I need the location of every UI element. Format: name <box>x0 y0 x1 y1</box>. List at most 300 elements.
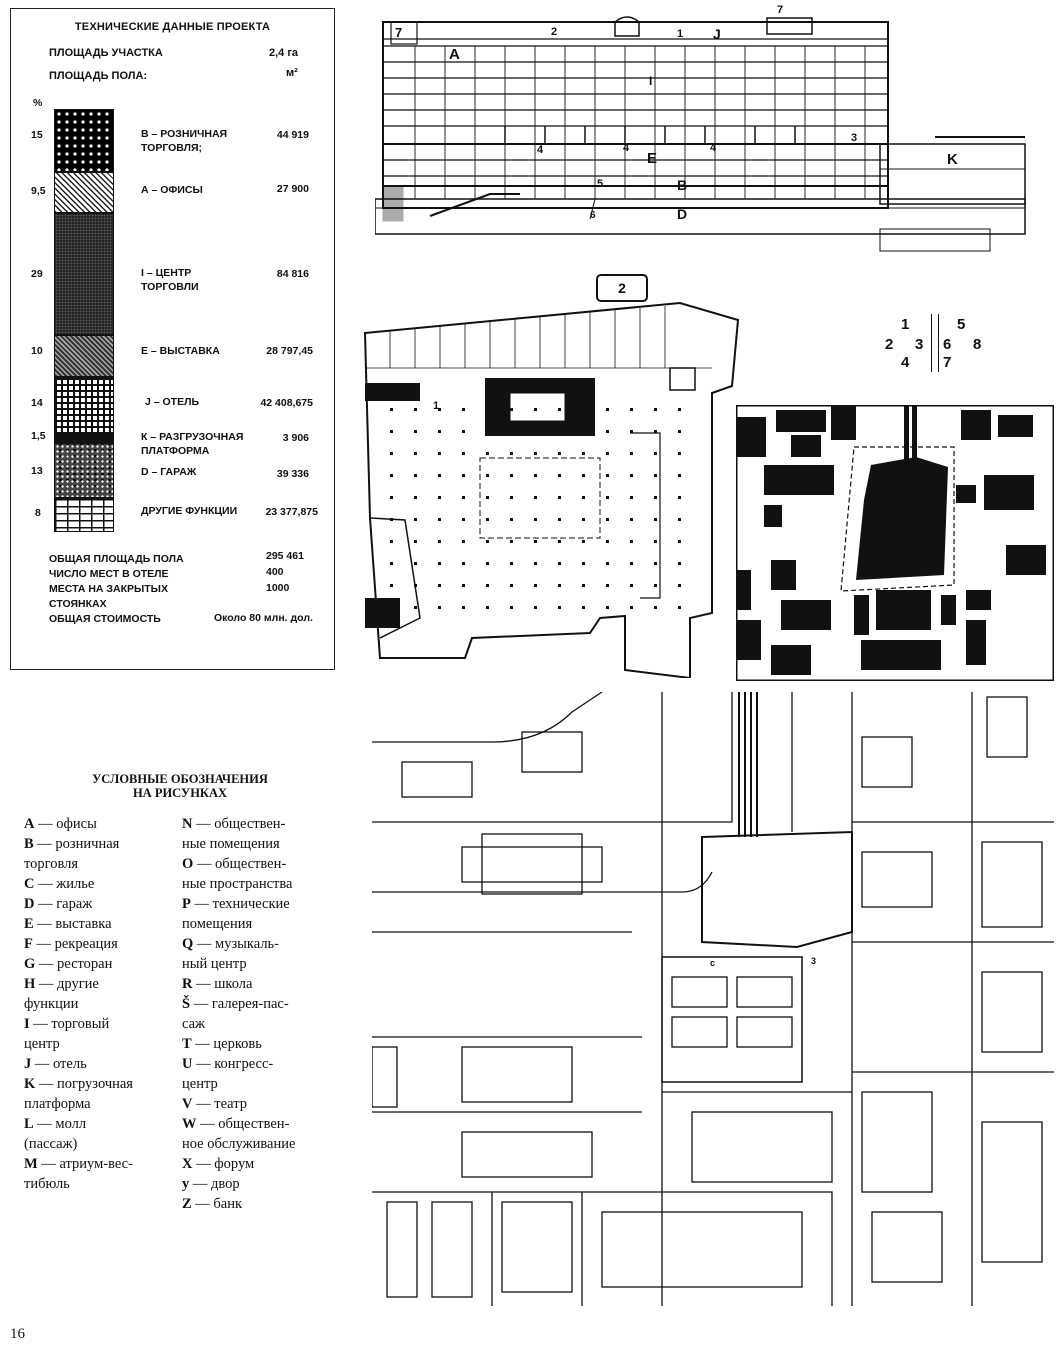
legend-text: — церковь <box>191 1036 262 1052</box>
plan-column-dot <box>606 606 609 609</box>
legend-text: — обществен- <box>193 856 287 872</box>
legend-text: — технические <box>190 896 290 912</box>
plan-column-dot <box>678 430 681 433</box>
plan-column-dot <box>414 452 417 455</box>
summary-cost-label: ОБЩАЯ СТОИМОСТЬ <box>49 613 161 625</box>
plan-column-dot <box>462 540 465 543</box>
legend-text: саж <box>182 1016 206 1032</box>
legend-entry <box>24 1174 70 1194</box>
plan-column-dot <box>630 562 633 565</box>
label-garage: D – ГАРАЖ <box>141 466 197 478</box>
pct-offices: 9,5 <box>31 185 46 197</box>
legend-text: — двор <box>189 1176 240 1192</box>
legend-text: — обществен- <box>192 816 286 832</box>
plan-column-dot <box>510 606 513 609</box>
plan-column-dot <box>438 430 441 433</box>
plan-column-dot <box>534 584 537 587</box>
value-trade-center: 84 816 <box>276 268 309 280</box>
legend-entry <box>182 1174 240 1194</box>
legend-key: F <box>24 936 33 952</box>
plan-column-dot <box>486 474 489 477</box>
plan-column-dot <box>534 562 537 565</box>
plan-column-dot <box>678 408 681 411</box>
pct-loading: 1,5 <box>31 430 46 442</box>
section-label-7-left: 7 <box>395 25 403 40</box>
legend-entry <box>24 894 92 914</box>
legend-key: B <box>24 836 34 852</box>
label-loading: К – РАЗГРУЗОЧНАЯ ПЛАТФОРМА <box>141 431 244 457</box>
section-label-a: A <box>449 46 460 63</box>
plan-column-dot <box>510 540 513 543</box>
legend-entry <box>182 994 289 1014</box>
plan-column-dot <box>390 562 393 565</box>
index-5: 5 <box>957 316 966 333</box>
legend-text: — выставка <box>33 916 112 932</box>
plan-column-dot <box>630 430 633 433</box>
summary-total-area-value: 295 461 <box>266 550 304 562</box>
plan-column-dot <box>534 474 537 477</box>
plan-column-dot <box>390 496 393 499</box>
legend-key: O <box>182 856 194 872</box>
plan-column-dot <box>390 452 393 455</box>
plan-column-dot <box>510 474 513 477</box>
plan-column-dot <box>462 606 465 609</box>
section-labels <box>375 4 1061 254</box>
plan-column-dot <box>510 430 513 433</box>
floor-plan-drawing <box>360 298 740 678</box>
plan-column-dot <box>630 408 633 411</box>
legend-text: функции <box>24 996 79 1012</box>
plan-column-dot <box>654 584 657 587</box>
bar-segment-loading <box>54 435 114 443</box>
plan-column-dot <box>606 518 609 521</box>
index-8: 8 <box>973 336 982 353</box>
plan-column-dot <box>678 606 681 609</box>
legend-entry <box>182 1094 247 1114</box>
plan-column-dot <box>486 452 489 455</box>
plan-column-dot <box>654 430 657 433</box>
plan-column-dot <box>606 452 609 455</box>
legend-entry <box>24 1134 77 1154</box>
legend-entry <box>182 854 286 874</box>
plan-column-dot <box>558 430 561 433</box>
site-area-value: 2,4 га <box>269 47 299 59</box>
value-retail: 44 919 <box>276 129 309 141</box>
section-label-3: 3 <box>851 132 858 144</box>
plan-column-dot <box>582 430 585 433</box>
plan-column-dot <box>630 496 633 499</box>
site-area-label: ПЛОЩАДЬ УЧАСТКА <box>49 47 163 59</box>
plan-column-dot <box>462 474 465 477</box>
plan-column-dot <box>630 474 633 477</box>
plan-column-dot <box>486 408 489 411</box>
legend-key: J <box>24 1056 32 1072</box>
plan-column-dot <box>606 474 609 477</box>
plan-column-dot <box>558 408 561 411</box>
plan-column-dot <box>486 518 489 521</box>
plan-column-dot <box>390 518 393 521</box>
legend-title <box>40 772 320 800</box>
plan-column-dot <box>414 606 417 609</box>
floor-area-label: ПЛОЩАДЬ ПОЛА: <box>49 70 148 82</box>
plan-column-dot <box>534 496 537 499</box>
technical-data-table <box>10 8 335 670</box>
value-garage: 39 336 <box>276 468 309 480</box>
figure-ground-map <box>736 405 1054 681</box>
legend-entry <box>182 1014 205 1034</box>
legend-entry <box>24 1154 133 1174</box>
legend-entry <box>182 874 292 894</box>
legend-text: ное обслуживание <box>182 1136 296 1152</box>
plan-column-dot <box>678 474 681 477</box>
legend-entry <box>24 914 112 934</box>
plan-column-dot <box>462 496 465 499</box>
section-label-4-a: 4 <box>537 144 544 156</box>
plan-column-dot <box>558 540 561 543</box>
plan-column-dot <box>558 584 561 587</box>
plan-column-dot <box>582 562 585 565</box>
bar-segment-other <box>54 498 114 532</box>
section-label-4-b: 4 <box>623 142 630 154</box>
plan-column-dot <box>462 452 465 455</box>
legend-entry <box>24 874 94 894</box>
legend-entry <box>182 914 252 934</box>
floor-area-unit: м² <box>286 67 298 79</box>
legend-key: E <box>24 916 34 932</box>
label-exhibition: Е – ВЫСТАВКА <box>141 345 220 357</box>
bar-segment-offices <box>54 172 114 213</box>
legend-key: C <box>24 876 35 892</box>
plan-column-dot <box>558 606 561 609</box>
value-offices: 27 900 <box>276 183 309 195</box>
legend-entry <box>182 954 247 974</box>
plan-column-dot <box>678 584 681 587</box>
index-6: 6 <box>943 336 952 353</box>
legend-text: — молл <box>33 1116 87 1132</box>
sheet-index-grid <box>875 316 995 374</box>
legend-entry <box>182 1114 289 1134</box>
page-number: 16 <box>10 1326 25 1342</box>
pct-retail: 15 <box>31 129 43 141</box>
section-label-5: 5 <box>597 178 604 190</box>
summary-parking-value: 1000 <box>266 582 290 594</box>
legend-entry <box>24 854 78 874</box>
legend-entry <box>24 1054 87 1074</box>
legend-text: — офисы <box>34 816 97 832</box>
plan-column-dot <box>438 540 441 543</box>
legend-entry <box>24 1014 109 1034</box>
legend-text: ные пространства <box>182 876 293 892</box>
label-offices: А – ОФИСЫ <box>141 184 203 196</box>
plan-column-dot <box>486 584 489 587</box>
plan-column-dot <box>510 584 513 587</box>
legend-entry <box>182 1074 218 1094</box>
legend-text: — гараж <box>34 896 93 912</box>
legend-key: K <box>24 1076 36 1092</box>
plan-column-dot <box>486 540 489 543</box>
legend-key: Š <box>182 996 191 1012</box>
plan-column-dot <box>390 584 393 587</box>
legend-entry <box>24 1114 86 1134</box>
legend-text: — банк <box>191 1196 243 1212</box>
legend-entry <box>182 814 285 834</box>
legend-key: Z <box>182 1196 192 1212</box>
plan-column-dot <box>462 584 465 587</box>
legend-text: — форум <box>192 1156 255 1172</box>
legend-entry <box>182 1134 295 1154</box>
plan-column-dot <box>558 474 561 477</box>
legend-text: — жилье <box>34 876 95 892</box>
plan-column-dot <box>414 408 417 411</box>
plan-column-dot <box>630 540 633 543</box>
legend-text: центр <box>182 1076 218 1092</box>
plan-column-dot <box>678 562 681 565</box>
plan-column-dot <box>630 518 633 521</box>
plan-column-dot <box>462 562 465 565</box>
summary-hotel-rooms-value: 400 <box>266 566 284 578</box>
summary-total-area-label: ОБЩАЯ ПЛОЩАДЬ ПОЛА <box>49 553 184 565</box>
section-label-4-c: 4 <box>710 142 717 154</box>
legend-key: U <box>182 1056 193 1072</box>
legend-text: тибюль <box>24 1176 70 1192</box>
plan-column-dot <box>486 606 489 609</box>
plan-column-dot <box>510 518 513 521</box>
plan-column-dot <box>414 584 417 587</box>
legend-text: (пассаж) <box>24 1136 78 1152</box>
value-exhibition: 28 797,45 <box>266 345 313 357</box>
label-hotel: J – ОТЕЛЬ <box>145 396 200 408</box>
plan-column-dot <box>582 452 585 455</box>
section-label-7-top: 7 <box>777 4 784 16</box>
legend-key: N <box>182 816 193 832</box>
percent-header: % <box>33 97 43 109</box>
summary-parking-label: МЕСТА НА ЗАКРЫТЫХ СТОЯНКАХ <box>49 583 168 610</box>
plan-column-dot <box>630 606 633 609</box>
plan-column-dot <box>534 540 537 543</box>
plan-label-1: 1 <box>433 400 440 412</box>
plan-column-dot <box>654 562 657 565</box>
plan-column-dot <box>606 540 609 543</box>
legend-text: — ресторан <box>35 956 113 972</box>
legend-text: — торговый <box>29 1016 110 1032</box>
label-other: ДРУГИЕ ФУНКЦИИ <box>141 505 238 517</box>
figure-2-label: 2 <box>596 274 648 302</box>
legend-entry <box>24 1034 60 1054</box>
legend-entry <box>24 974 99 994</box>
legend-entry <box>182 974 252 994</box>
value-hotel: 42 408,675 <box>260 397 313 409</box>
site-plan-label-3: 3 <box>811 956 817 966</box>
plan-column-dot <box>534 606 537 609</box>
plan-column-dot <box>414 430 417 433</box>
plan-column-dot <box>534 408 537 411</box>
plan-column-dot <box>558 562 561 565</box>
legend-text: — отель <box>31 1056 87 1072</box>
plan-column-dot <box>414 496 417 499</box>
index-4: 4 <box>901 354 910 371</box>
legend-text: платформа <box>24 1096 91 1112</box>
pct-other: 8 <box>35 507 41 519</box>
section-label-j: J <box>713 26 721 42</box>
pct-garage: 13 <box>31 465 43 477</box>
tech-title: ТЕХНИЧЕСКИЕ ДАННЫЕ ПРОЕКТА <box>74 21 271 33</box>
legend-entry <box>24 1094 91 1114</box>
section-label-1: 1 <box>677 28 684 40</box>
legend-text: — конгресс- <box>192 1056 274 1072</box>
plan-column-dot <box>414 540 417 543</box>
legend-key: P <box>182 896 191 912</box>
plan-column-dot <box>582 496 585 499</box>
plan-column-dot <box>486 562 489 565</box>
legend-key: R <box>182 976 193 992</box>
section-label-d: D <box>677 206 688 222</box>
plan-column-dot <box>654 408 657 411</box>
plan-column-dot <box>486 496 489 499</box>
plan-column-dot <box>582 606 585 609</box>
plan-column-dot <box>654 452 657 455</box>
plan-column-dot <box>510 452 513 455</box>
legend-text: ный центр <box>182 956 247 972</box>
plan-column-dot <box>534 452 537 455</box>
plan-column-dot <box>582 518 585 521</box>
plan-column-dot <box>390 606 393 609</box>
plan-column-dot <box>654 518 657 521</box>
index-2: 2 <box>885 336 894 353</box>
plan-column-dot <box>654 606 657 609</box>
legend-key: G <box>24 956 36 972</box>
plan-column-dot <box>606 562 609 565</box>
legend-entry <box>182 1194 242 1214</box>
index-3: 3 <box>915 336 924 353</box>
legend-text: — погрузочная <box>35 1076 133 1092</box>
plan-column-dot <box>438 584 441 587</box>
legend-text: центр <box>24 1036 60 1052</box>
plan-column-dot <box>558 452 561 455</box>
plan-column-dot <box>606 584 609 587</box>
plan-column-dot <box>582 540 585 543</box>
plan-column-dot <box>438 496 441 499</box>
legend-text: — атриум-вес- <box>37 1156 133 1172</box>
legend-entry <box>24 1074 133 1094</box>
legend-key: y <box>182 1176 190 1192</box>
plan-column-dot <box>438 562 441 565</box>
legend-key: T <box>182 1036 192 1052</box>
legend-entry <box>182 1154 254 1174</box>
plan-column-dot <box>390 430 393 433</box>
plan-column-dot <box>414 562 417 565</box>
value-loading: 3 906 <box>282 432 309 444</box>
legend-text: помещения <box>182 916 253 932</box>
summary-cost-value: Около 80 млн. дол. <box>214 612 313 624</box>
legend-text: — розничная <box>33 836 120 852</box>
legend-title-line-2: НА РИСУНКАХ <box>132 786 228 800</box>
plan-column-dot <box>462 430 465 433</box>
plan-column-dot <box>678 518 681 521</box>
legend-entry <box>182 1034 262 1054</box>
plan-column-dot <box>534 518 537 521</box>
bar-segment-garage <box>54 443 114 498</box>
plan-column-dot <box>678 452 681 455</box>
plan-column-dot <box>558 518 561 521</box>
pct-exhibition: 10 <box>31 345 43 357</box>
plan-column-dot <box>462 518 465 521</box>
label-retail: В – РОЗНИЧНАЯ ТОРГОВЛЯ; <box>141 128 228 154</box>
legend-entry <box>24 934 118 954</box>
plan-column-dot <box>654 474 657 477</box>
legend-key: I <box>24 1016 30 1032</box>
summary-hotel-rooms-label: ЧИСЛО МЕСТ В ОТЕЛЕ <box>49 568 169 580</box>
plan-column-dot <box>678 496 681 499</box>
legend-key: H <box>24 976 36 992</box>
legend-key: D <box>24 896 35 912</box>
plan-column-dot <box>510 408 513 411</box>
index-7: 7 <box>943 354 952 371</box>
plan-column-dot <box>438 606 441 609</box>
bar-segment-exhibition <box>54 335 114 377</box>
section-label-k: K <box>947 151 958 168</box>
plan-column-dot <box>438 518 441 521</box>
legend-text: — обществен- <box>196 1116 290 1132</box>
legend-entry <box>24 814 97 834</box>
legend-entry <box>182 834 280 854</box>
legend-key: Q <box>182 936 194 952</box>
legend-key: A <box>24 816 35 832</box>
section-label-i: I <box>649 74 653 88</box>
value-other: 23 377,875 <box>265 506 318 518</box>
bar-segment-trade-center <box>54 213 114 335</box>
index-divider <box>931 314 939 372</box>
plan-column-dot <box>582 584 585 587</box>
legend-key: V <box>182 1096 193 1112</box>
bar-segment-retail <box>54 109 114 172</box>
legend-entry <box>182 934 279 954</box>
plan-column-dot <box>486 430 489 433</box>
section-label-6: 6 <box>590 210 596 221</box>
plan-column-dot <box>390 408 393 411</box>
legend-key: M <box>24 1156 38 1172</box>
plan-column-dot <box>414 474 417 477</box>
plan-column-dot <box>582 408 585 411</box>
plan-column-dot <box>390 474 393 477</box>
plan-column-dot <box>678 540 681 543</box>
legend-text: — другие <box>35 976 99 992</box>
plan-column-dot <box>606 430 609 433</box>
plan-column-dot <box>630 584 633 587</box>
legend-text: — школа <box>192 976 253 992</box>
plan-column-dot <box>654 496 657 499</box>
plan-column-dot <box>390 540 393 543</box>
plan-column-dot <box>654 540 657 543</box>
legend-key: L <box>24 1116 34 1132</box>
section-label-b: B <box>677 177 688 193</box>
legend-title-line-1: УСЛОВНЫЕ ОБОЗНАЧЕНИЯ <box>92 772 268 786</box>
legend-entry <box>24 954 112 974</box>
legend-entry <box>24 994 78 1014</box>
plan-column-dot <box>582 474 585 477</box>
plan-column-dot <box>558 496 561 499</box>
legend-text: торговля <box>24 856 79 872</box>
plan-column-dot <box>414 518 417 521</box>
legend-text: ные помещения <box>182 836 280 852</box>
legend-text: — музыкаль- <box>193 936 279 952</box>
plan-column-dot <box>510 562 513 565</box>
pct-trade-center: 29 <box>31 268 43 280</box>
legend-entry <box>24 834 119 854</box>
plan-column-dot <box>438 474 441 477</box>
site-plan-drawing <box>372 692 1054 1306</box>
bar-segment-hotel <box>54 377 114 435</box>
plan-column-dot <box>510 496 513 499</box>
